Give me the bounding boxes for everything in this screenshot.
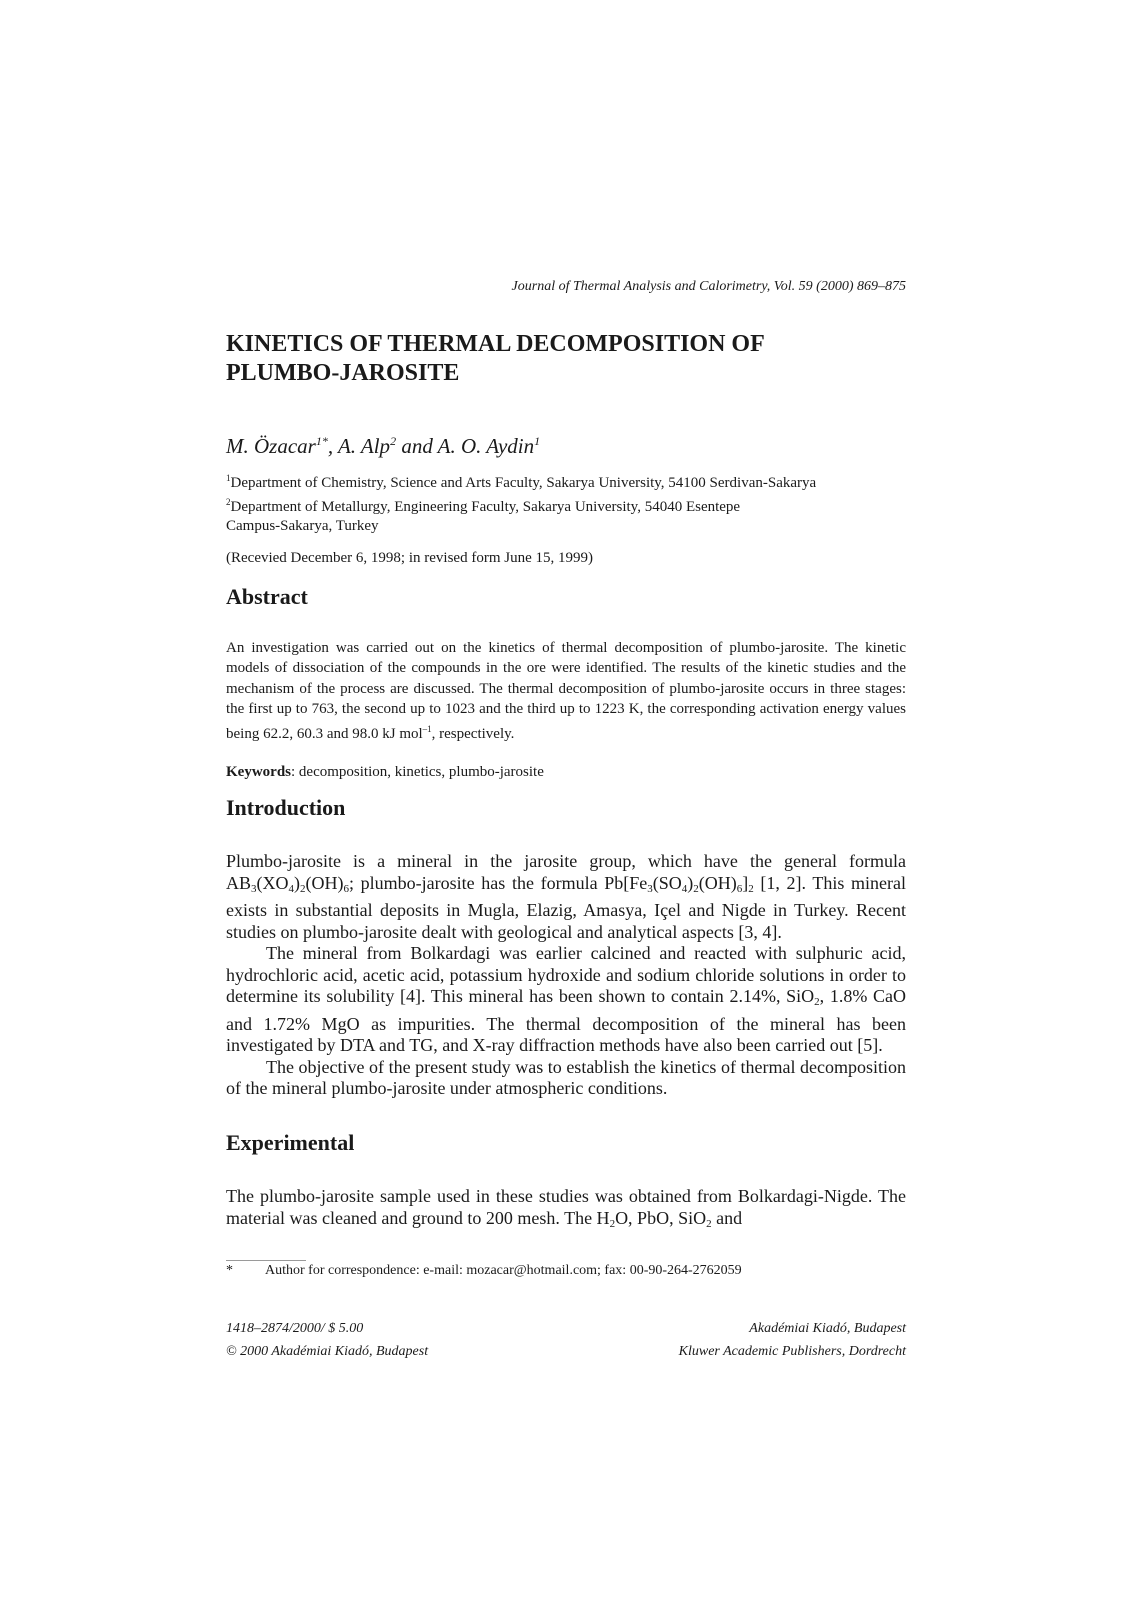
experimental-heading: Experimental xyxy=(226,1130,355,1155)
experimental-body xyxy=(226,1186,906,1235)
footnote-text: Author for correspondence: e-mail: mozacar@hotmail.com; fax: 00-90-264-2762059 xyxy=(265,1263,742,1278)
subscript: 4 xyxy=(288,882,295,895)
abstract-body xyxy=(226,638,906,744)
subscript: 3 xyxy=(647,882,653,895)
text-run: ) xyxy=(687,872,694,893)
footer-copyright: © 2000 Akadémiai Kiadó, Budapest xyxy=(226,1344,429,1359)
affil-text: Department of Chemistry, Science and Arts Faculty, Sakarya University, 54100 Serdivan-Sakarya xyxy=(230,475,817,491)
subscript: 2 xyxy=(814,996,820,1008)
introduction-heading: Introduction xyxy=(226,795,346,820)
affiliations xyxy=(226,469,926,536)
subscript: 2 xyxy=(706,1217,712,1230)
subscript: 2 xyxy=(748,882,754,895)
text-run: ) xyxy=(294,872,301,893)
paragraph xyxy=(226,851,906,943)
affiliation-line xyxy=(226,517,926,536)
author-name: , A. Alp xyxy=(327,434,391,458)
subscript: 6 xyxy=(343,882,350,895)
received-dates: (Recevied December 6, 1998; in revised form June 15, 1999) xyxy=(226,550,593,566)
affiliation-line xyxy=(226,469,926,493)
keywords xyxy=(226,764,544,781)
text-run: The mineral from Bolkardagi was earlier calcined and reacted with sulphuric acid, hydrochloric acid, acetic acid, potassium hydroxide and sodium chloride solutions in order to determine its solubility [4]. This mineral has been shown to contain 2.14%, SiO xyxy=(226,943,906,1006)
subscript: 3 xyxy=(251,882,257,895)
text-run: [1, 2]. This mineral exists in substantial deposits in Mugla, Elazig, Amasya, Içel and Nigde in Turkey. Recent studies on plumbo-jarosite dealt with geological and analytical aspects [3, 4]. xyxy=(226,872,907,942)
affil-text: Department of Metallurgy, Engineering Faculty, Sakarya University, 54040 Esentepe xyxy=(230,499,741,515)
subscript: 2 xyxy=(300,882,306,895)
footer-copublisher: Kluwer Academic Publishers, Dordrecht xyxy=(678,1344,906,1359)
author-name: and A. O. Aydin xyxy=(396,434,535,458)
subscript: 2 xyxy=(693,882,699,895)
keywords-label: Keywords xyxy=(226,764,291,780)
text-run: Plumbo-jarosite is a mineral in the jarosite group, which have the general formula AB xyxy=(226,851,906,893)
author-list xyxy=(226,434,926,459)
text-run: ; plumbo-jarosite has the formula Pb[Fe xyxy=(349,872,648,893)
author-affil-mark: 1* xyxy=(315,434,328,448)
text-run: (OH) xyxy=(698,872,737,893)
author-affil-mark: 1 xyxy=(534,434,541,448)
abstract-text: An investigation was carried out on the kinetics of thermal decomposition of plumbo-jarosite. The kinetic models of dissociation of the compounds in the ore were identified. The results of the kinetic studies and the mechanism of the process are discussed. The thermal decomposition of plumbo-jarosite occurs in three stages: the first up to 763, the second up to 1023 and the third up to 1223 K, the corresponding activation energy values being 62.2, 60.3 and 98.0 kJ mol xyxy=(226,640,906,743)
abstract-text: , respectively. xyxy=(431,726,515,743)
author-name: M. Özacar xyxy=(226,434,316,458)
title-line-1: KINETICS OF THERMAL DECOMPOSITION OF xyxy=(226,331,765,357)
footnote-mark: * xyxy=(226,1263,233,1278)
author-affil-mark: 2 xyxy=(390,434,397,448)
subscript: 6 xyxy=(736,882,743,895)
footer-issn: 1418–2874/2000/ $ 5.00 xyxy=(226,1321,364,1336)
affiliation-line xyxy=(226,493,926,517)
subscript: 4 xyxy=(681,882,688,895)
text-run: ] xyxy=(742,872,749,893)
text-run: O, PbO, SiO xyxy=(615,1207,707,1228)
affil-number: 2 xyxy=(226,497,231,507)
text-run: (SO xyxy=(652,872,682,893)
text-run: The plumbo-jarosite sample used in these studies was obtained from Bolkardagi-Nigde. The material was cleaned and ground to 200 mesh. The H xyxy=(226,1186,906,1228)
abstract-heading: Abstract xyxy=(226,584,308,609)
keywords-text: : decomposition, kinetics, plumbo-jarosite xyxy=(291,764,544,780)
affil-text: Campus-Sakarya, Turkey xyxy=(226,518,379,534)
text-run: , 1.8% CaO and 1.72% MgO as impurities. The thermal decomposition of the mineral has been investigated by DTA and TG, and X-ray diffraction methods have also been carried out [5]. xyxy=(226,986,906,1055)
subscript: 2 xyxy=(609,1217,616,1230)
article-title xyxy=(226,330,926,388)
footnote-divider xyxy=(226,1260,306,1261)
title-line-2: PLUMBO-JAROSITE xyxy=(226,360,460,386)
unit-exponent: –1 xyxy=(422,724,432,735)
paragraph xyxy=(226,943,906,1057)
text-run: and xyxy=(711,1207,743,1228)
introduction-body xyxy=(226,851,906,1100)
running-head: Journal of Thermal Analysis and Calorimetry, Vol. 59 (2000) 869–875 xyxy=(511,279,906,294)
affil-number: 1 xyxy=(226,473,231,483)
text-run: (XO xyxy=(256,872,289,893)
footer-publisher: Akadémiai Kiadó, Budapest xyxy=(749,1321,906,1336)
paragraph: The objective of the present study was to establish the kinetics of thermal decomposition of the mineral plumbo-jarosite under atmospheric conditions. xyxy=(226,1056,906,1098)
text-run: (OH) xyxy=(305,872,344,893)
